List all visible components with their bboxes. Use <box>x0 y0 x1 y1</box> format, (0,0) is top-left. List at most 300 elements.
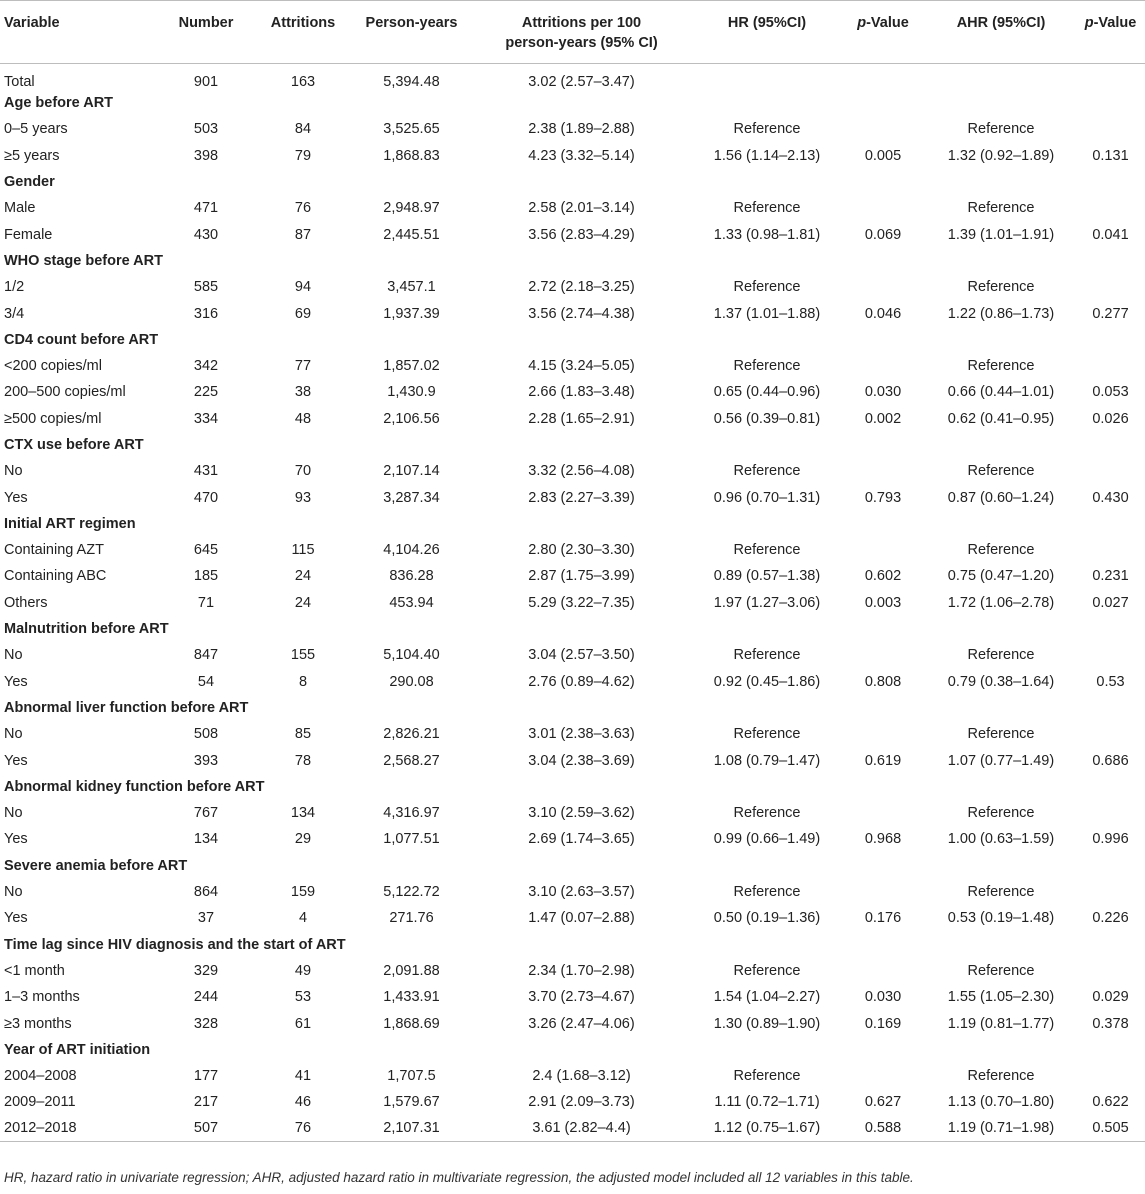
number-cell: 37 <box>197 910 215 927</box>
person-years-cell: 2,948.97 <box>383 200 440 217</box>
header-p-rest: -Value <box>866 15 909 31</box>
hr-cell: Reference <box>733 121 801 138</box>
person-years-cell: 1,857.02 <box>383 358 440 375</box>
table-row <box>0 195 1145 221</box>
number-cell: 470 <box>193 489 219 506</box>
table-row <box>0 484 1145 510</box>
table-row <box>0 1116 1145 1142</box>
ahr-cell: Reference <box>967 121 1035 138</box>
ahr-cell: Reference <box>967 1068 1035 1085</box>
person-years-cell: 3,287.34 <box>383 489 440 506</box>
table-row <box>0 800 1145 826</box>
header-ahr: AHR (95%CI) <box>926 1 1076 64</box>
hr-cell: 0.50 (0.19–1.36) <box>713 910 821 927</box>
section-label: CD4 count before ART <box>4 331 159 348</box>
table-footnote: HR, hazard ratio in univariate regression; AHR, adjusted hazard ratio in multivariate regression, the adjusted model included all 12 variables in this table. <box>4 1170 914 1185</box>
p-value-cell: 0.176 <box>864 910 902 927</box>
adjusted-p-value-cell <box>1076 274 1145 300</box>
row-label: ≥3 months <box>4 1015 72 1032</box>
adjusted-p-value-cell: 0.686 <box>1092 752 1129 769</box>
person-years-cell: 2,091.88 <box>383 962 440 979</box>
ahr-cell: 0.62 (0.41–0.95) <box>947 410 1055 427</box>
ahr-cell: 1.13 (0.70–1.80) <box>947 1094 1055 1111</box>
number-cell: 244 <box>193 989 219 1006</box>
ahr-cell: Reference <box>967 358 1035 375</box>
number-cell: 342 <box>193 358 219 375</box>
number-cell: 54 <box>197 673 215 690</box>
person-years-cell: 271.76 <box>389 910 434 927</box>
p-value-cell: 0.069 <box>864 226 902 243</box>
table-row <box>0 406 1145 432</box>
attritions-cell: 163 <box>290 74 316 90</box>
row-label: 0–5 years <box>4 121 68 138</box>
person-years-cell: 3,457.1 <box>387 279 436 296</box>
number-cell: 316 <box>193 305 219 322</box>
ahr-cell: 1.07 (0.77–1.49) <box>947 752 1055 769</box>
p-value-cell: 0.627 <box>864 1094 902 1111</box>
ahr-cell: 1.32 (0.92–1.89) <box>947 147 1055 164</box>
header-rate: Attritions per 100 person-years (95% CI) <box>469 1 694 64</box>
hr-cell: Reference <box>733 463 801 480</box>
number-cell: 185 <box>193 568 219 585</box>
number-cell: 225 <box>193 384 219 401</box>
hr-cell: Reference <box>733 1068 801 1085</box>
adjusted-p-value-cell: 0.378 <box>1092 1015 1129 1032</box>
rate-cell: 3.61 (2.82–4.4) <box>469 1116 694 1142</box>
person-years-cell: 1,579.67 <box>383 1094 440 1111</box>
header-p-italic: p <box>1084 15 1094 31</box>
section-header-row <box>0 90 1145 116</box>
attritions-cell: 41 <box>294 1068 312 1085</box>
adjusted-p-value-cell <box>1076 800 1145 826</box>
rate-cell: 4.23 (3.32–5.14) <box>528 147 635 164</box>
section-header-row <box>0 932 1145 958</box>
number-cell: 334 <box>193 410 219 427</box>
person-years-cell: 2,107.14 <box>383 463 440 480</box>
attritions-cell: 155 <box>290 647 316 664</box>
number-cell: 508 <box>193 726 219 743</box>
rate-cell: 3.56 (2.74–4.38) <box>528 305 635 322</box>
person-years-cell: 1,707.5 <box>387 1068 436 1085</box>
p-value-cell: 0.968 <box>864 831 902 848</box>
rate-cell: 2.87 (1.75–3.99) <box>528 568 635 585</box>
rate-cell: 2.80 (2.30–3.30) <box>528 542 635 559</box>
p-value-cell: 0.169 <box>864 1015 902 1032</box>
p-value-cell: 0.619 <box>864 752 902 769</box>
adjusted-p-value-cell: 0.996 <box>1092 831 1129 848</box>
person-years-cell: 1,077.51 <box>383 831 440 848</box>
number-cell: 329 <box>193 962 219 979</box>
table-row <box>0 721 1145 747</box>
hr-cell: Reference <box>733 279 801 296</box>
number-cell: 328 <box>193 1015 219 1032</box>
row-label: No <box>4 647 23 664</box>
rate-cell: 4.15 (3.24–5.05) <box>528 358 635 375</box>
ahr-cell: 0.87 (0.60–1.24) <box>947 489 1055 506</box>
table-row <box>0 905 1145 931</box>
number-cell: 431 <box>193 463 219 480</box>
attritions-cell: 76 <box>252 1116 354 1142</box>
table-row <box>0 669 1145 695</box>
rate-cell: 2.28 (1.65–2.91) <box>528 410 635 427</box>
row-label: No <box>4 726 23 743</box>
rate-cell: 3.26 (2.47–4.06) <box>528 1015 635 1032</box>
p-value-cell: 0.602 <box>864 568 902 585</box>
person-years-cell: 290.08 <box>389 673 434 690</box>
attritions-cell: 94 <box>294 279 312 296</box>
attritions-cell: 61 <box>294 1015 312 1032</box>
adjusted-p-value-cell <box>1076 353 1145 379</box>
section-label: Year of ART initiation <box>4 1041 151 1058</box>
person-years-cell: 1,868.69 <box>383 1015 440 1032</box>
table-row <box>0 1063 1145 1089</box>
header-hr: HR (95%CI) <box>694 1 840 64</box>
rate-cell: 2.83 (2.27–3.39) <box>528 489 635 506</box>
p-value-cell <box>840 642 926 668</box>
table-row <box>0 379 1145 405</box>
p-value-cell <box>840 1063 926 1089</box>
row-label: Yes <box>4 910 28 927</box>
adjusted-p-value-cell <box>1076 195 1145 221</box>
row-label: 3/4 <box>4 305 25 322</box>
table-row <box>0 353 1145 379</box>
table-row <box>0 1010 1145 1036</box>
p-value-cell <box>840 353 926 379</box>
table-row <box>0 984 1145 1010</box>
ahr-cell: Reference <box>967 200 1035 217</box>
p-value-cell: 0.002 <box>864 410 902 427</box>
attritions-cell: 29 <box>294 831 312 848</box>
table-row <box>0 642 1145 668</box>
attritions-cell: 76 <box>294 200 312 217</box>
rate-cell: 3.01 (2.38–3.63) <box>528 726 635 743</box>
p-value-cell: 0.046 <box>864 305 902 322</box>
p-value-cell <box>840 800 926 826</box>
adjusted-p-value-cell: 0.53 <box>1096 673 1125 690</box>
row-label: 1–3 months <box>4 989 80 1006</box>
row-label: 2012–2018 <box>0 1116 160 1142</box>
adjusted-p-value-cell: 0.026 <box>1092 410 1129 427</box>
row-label: Yes <box>4 831 28 848</box>
p-value-cell <box>840 721 926 747</box>
attritions-cell: 134 <box>290 805 316 822</box>
number-cell: 71 <box>197 594 215 611</box>
attritions-cell: 8 <box>298 673 308 690</box>
attritions-cell: 53 <box>294 989 312 1006</box>
row-label: Yes <box>4 673 28 690</box>
adjusted-p-value-cell: 0.622 <box>1092 1094 1129 1111</box>
ahr-cell: 1.39 (1.01–1.91) <box>947 226 1055 243</box>
attritions-cell: 48 <box>294 410 312 427</box>
row-label: Male <box>4 200 36 217</box>
attritions-cell: 93 <box>294 489 312 506</box>
p-value-cell <box>840 537 926 563</box>
number-cell: 177 <box>193 1068 219 1085</box>
section-header-row <box>0 432 1145 458</box>
table-row <box>0 458 1145 484</box>
hr-cell: 0.56 (0.39–0.81) <box>713 410 821 427</box>
rate-cell: 3.32 (2.56–4.08) <box>528 463 635 480</box>
hr-cell: 0.89 (0.57–1.38) <box>713 568 821 585</box>
table-row <box>0 747 1145 773</box>
ahr-cell: 0.79 (0.38–1.64) <box>947 673 1055 690</box>
person-years-cell: 1,433.91 <box>383 989 440 1006</box>
number-cell: 471 <box>193 200 219 217</box>
hr-cell: 0.99 (0.66–1.49) <box>713 831 821 848</box>
table-row <box>0 879 1145 905</box>
adjusted-p-value-cell <box>1076 537 1145 563</box>
number-cell: 645 <box>193 542 219 559</box>
attritions-cell: 159 <box>290 884 316 901</box>
table-row <box>0 537 1145 563</box>
number-cell: 134 <box>193 831 219 848</box>
hr-cell: 1.11 (0.72–1.71) <box>714 1094 820 1111</box>
rate-cell: 1.47 (0.07–2.88) <box>528 910 635 927</box>
row-label: Others <box>4 594 48 611</box>
hr-cell: Reference <box>733 647 801 664</box>
section-label: CTX use before ART <box>4 437 144 453</box>
row-label: No <box>4 805 23 822</box>
rate-cell: 2.66 (1.83–3.48) <box>528 384 635 401</box>
number-cell: 585 <box>193 279 219 296</box>
table-row <box>0 1089 1145 1115</box>
attritions-cell: 87 <box>294 226 312 243</box>
adjusted-p-value-cell <box>1076 1063 1145 1089</box>
header-row <box>0 1 1145 64</box>
rate-cell: 3.70 (2.73–4.67) <box>528 989 635 1006</box>
rate-cell: 3.56 (2.83–4.29) <box>528 226 635 243</box>
ahr-cell: Reference <box>967 805 1035 822</box>
header-p-rest: -Value <box>1093 15 1137 31</box>
person-years-cell: 4,104.26 <box>383 542 440 559</box>
hr-cell <box>694 64 840 91</box>
table-row <box>0 274 1145 300</box>
section-label: Severe anemia before ART <box>4 857 188 874</box>
section-header-row <box>0 327 1145 353</box>
number-cell: 430 <box>193 226 219 243</box>
table-body <box>0 64 1145 1142</box>
ahr-cell: Reference <box>967 726 1035 743</box>
adjusted-p-value-cell: 0.231 <box>1092 568 1129 585</box>
person-years-cell: 5,104.40 <box>383 647 440 664</box>
row-label: Containing AZT <box>4 542 104 559</box>
adjusted-p-value-cell <box>1076 879 1145 905</box>
header-person-years: Person-years <box>354 1 469 64</box>
number-cell: 393 <box>193 752 219 769</box>
table-row <box>0 590 1145 616</box>
number-cell: 398 <box>193 147 219 164</box>
rate-cell: 2.38 (1.89–2.88) <box>528 121 635 138</box>
header-p-italic: p <box>857 15 867 31</box>
table-row <box>0 958 1145 984</box>
person-years-cell: 4,316.97 <box>383 805 440 822</box>
p-value-cell: 0.030 <box>864 384 902 401</box>
row-label: No <box>4 463 23 480</box>
adjusted-p-value-cell: 0.041 <box>1092 226 1129 243</box>
person-years-cell: 1,937.39 <box>383 305 440 322</box>
person-years-cell: 2,106.56 <box>383 410 440 427</box>
rate-cell: 5.29 (3.22–7.35) <box>528 594 635 611</box>
person-years-cell: 5,122.72 <box>383 884 440 901</box>
hr-cell: 1.54 (1.04–2.27) <box>713 989 821 1006</box>
table-row <box>0 826 1145 852</box>
table-row <box>0 116 1145 142</box>
hr-cell: Reference <box>733 962 801 979</box>
row-label: Total <box>4 74 35 90</box>
adjusted-p-value-cell: 0.131 <box>1092 147 1129 164</box>
attritions-cell: 79 <box>294 147 312 164</box>
p-value-cell: 0.793 <box>864 489 902 506</box>
adjusted-p-value-cell: 0.027 <box>1092 594 1129 611</box>
row-label: Containing ABC <box>4 568 107 585</box>
attritions-cell: 85 <box>294 726 312 743</box>
section-label: Abnormal kidney function before ART <box>4 778 265 795</box>
person-years-cell: 2,826.21 <box>383 726 440 743</box>
rate-cell: 3.04 (2.57–3.50) <box>528 647 635 664</box>
table-row <box>0 221 1145 247</box>
row-label: Yes <box>4 752 28 769</box>
number-cell: 503 <box>193 121 219 138</box>
ahr-cell: 1.22 (0.86–1.73) <box>947 305 1055 322</box>
adjusted-p-value-cell <box>1076 458 1145 484</box>
rate-cell: 2.91 (2.09–3.73) <box>528 1094 635 1111</box>
table-row <box>0 300 1145 326</box>
hr-cell: 1.37 (1.01–1.88) <box>713 305 821 322</box>
attritions-cell: 4 <box>298 910 308 927</box>
adjusted-p-value-cell: 0.226 <box>1092 910 1129 927</box>
section-header-row <box>0 248 1145 274</box>
hr-cell: 0.65 (0.44–0.96) <box>713 384 821 401</box>
adjusted-p-value-cell: 0.053 <box>1092 384 1129 401</box>
table-row <box>0 64 1145 91</box>
header-p-value-2 <box>1076 1 1145 64</box>
rate-cell: 2.4 (1.68–3.12) <box>532 1068 631 1085</box>
header-attritions: Attritions <box>252 1 354 64</box>
row-label: <200 copies/ml <box>4 358 102 375</box>
hr-cell: 1.12 (0.75–1.67) <box>694 1116 840 1142</box>
section-header-row <box>0 169 1145 195</box>
p-value-cell <box>840 879 926 905</box>
rate-cell: 3.02 (2.57–3.47) <box>528 74 635 90</box>
row-label: 2004–2008 <box>4 1068 77 1085</box>
section-header-row <box>0 853 1145 879</box>
row-label: 200–500 copies/ml <box>4 384 126 401</box>
adjusted-p-value-cell: 0.430 <box>1092 489 1129 506</box>
adjusted-p-value-cell: 0.505 <box>1076 1116 1145 1142</box>
p-value-cell: 0.003 <box>864 594 902 611</box>
attritions-cell: 78 <box>294 752 312 769</box>
person-years-cell: 3,525.65 <box>383 121 440 138</box>
ahr-cell: Reference <box>967 647 1035 664</box>
row-label: ≥500 copies/ml <box>4 410 102 427</box>
ahr-cell: Reference <box>967 542 1035 559</box>
p-value-cell <box>840 195 926 221</box>
adjusted-p-value-cell <box>1076 958 1145 984</box>
section-label: Time lag since HIV diagnosis and the start of ART <box>4 936 346 953</box>
person-years-cell: 5,394.48 <box>383 74 440 90</box>
p-value-cell <box>840 274 926 300</box>
p-value-cell: 0.588 <box>840 1116 926 1142</box>
rate-cell: 2.69 (1.74–3.65) <box>528 831 635 848</box>
section-header-row <box>0 774 1145 800</box>
rate-cell: 3.10 (2.63–3.57) <box>528 884 635 901</box>
number-cell: 767 <box>193 805 219 822</box>
attritions-cell: 49 <box>294 962 312 979</box>
hr-cell: Reference <box>733 805 801 822</box>
table-row <box>0 563 1145 589</box>
rate-cell: 2.72 (2.18–3.25) <box>528 279 635 296</box>
ahr-cell: 1.19 (0.71–1.98) <box>926 1116 1076 1142</box>
section-label: Initial ART regimen <box>4 515 136 532</box>
hr-cell: 1.33 (0.98–1.81) <box>713 226 821 243</box>
person-years-cell: 453.94 <box>389 594 434 611</box>
rate-cell: 3.04 (2.38–3.69) <box>528 752 635 769</box>
rate-cell: 2.76 (0.89–4.62) <box>528 673 635 690</box>
p-value-cell <box>840 116 926 142</box>
section-label: Gender <box>4 174 55 191</box>
hr-cell: Reference <box>733 884 801 901</box>
person-years-cell: 1,430.9 <box>387 384 436 401</box>
hr-cell: 1.08 (0.79–1.47) <box>713 752 821 769</box>
ahr-cell: Reference <box>967 279 1035 296</box>
attritions-cell: 84 <box>294 121 312 138</box>
section-header-row <box>0 511 1145 537</box>
hr-cell: Reference <box>733 542 801 559</box>
number-cell: 901 <box>193 74 219 90</box>
ahr-cell <box>926 64 1076 91</box>
number-cell: 864 <box>193 884 219 901</box>
adjusted-p-value-cell: 0.029 <box>1092 989 1129 1006</box>
attritions-cell: 70 <box>294 463 312 480</box>
hr-cell: 1.97 (1.27–3.06) <box>713 594 821 611</box>
row-label: Yes <box>4 489 28 506</box>
p-value-cell: 0.808 <box>864 673 902 690</box>
attritions-cell: 69 <box>294 305 312 322</box>
row-label: 2009–2011 <box>4 1094 76 1111</box>
section-label: Age before ART <box>4 95 114 112</box>
ahr-cell: 1.19 (0.81–1.77) <box>947 1015 1055 1032</box>
section-header-row <box>0 616 1145 642</box>
number-cell: 847 <box>193 647 219 664</box>
section-label: WHO stage before ART <box>4 252 163 269</box>
row-label: No <box>4 884 23 901</box>
hr-cell: 0.96 (0.70–1.31) <box>713 489 821 506</box>
header-number: Number <box>160 1 252 64</box>
hr-cell: Reference <box>733 358 801 375</box>
p-value-cell: 0.030 <box>864 989 902 1006</box>
attritions-cell: 24 <box>294 594 312 611</box>
adjusted-p-value-cell <box>1076 642 1145 668</box>
adjusted-p-value-cell <box>1076 116 1145 142</box>
table-row <box>0 143 1145 169</box>
rate-cell: 2.58 (2.01–3.14) <box>528 200 635 217</box>
attritions-cell: 115 <box>291 542 315 559</box>
hr-cell: Reference <box>733 200 801 217</box>
row-label: 1/2 <box>4 279 25 296</box>
number-cell: 217 <box>193 1094 219 1111</box>
attritions-cell: 77 <box>294 358 312 375</box>
ahr-cell: Reference <box>967 463 1035 480</box>
header-p-value-1 <box>840 1 926 64</box>
rate-cell: 3.10 (2.59–3.62) <box>528 805 635 822</box>
row-label: <1 month <box>4 962 65 979</box>
p-value-cell <box>840 64 926 91</box>
person-years-cell: 2,568.27 <box>383 752 440 769</box>
hr-cell: 1.30 (0.89–1.90) <box>713 1015 821 1032</box>
ahr-cell: Reference <box>967 884 1035 901</box>
header-variable: Variable <box>0 1 160 64</box>
ahr-cell: 0.66 (0.44–1.01) <box>947 384 1055 401</box>
